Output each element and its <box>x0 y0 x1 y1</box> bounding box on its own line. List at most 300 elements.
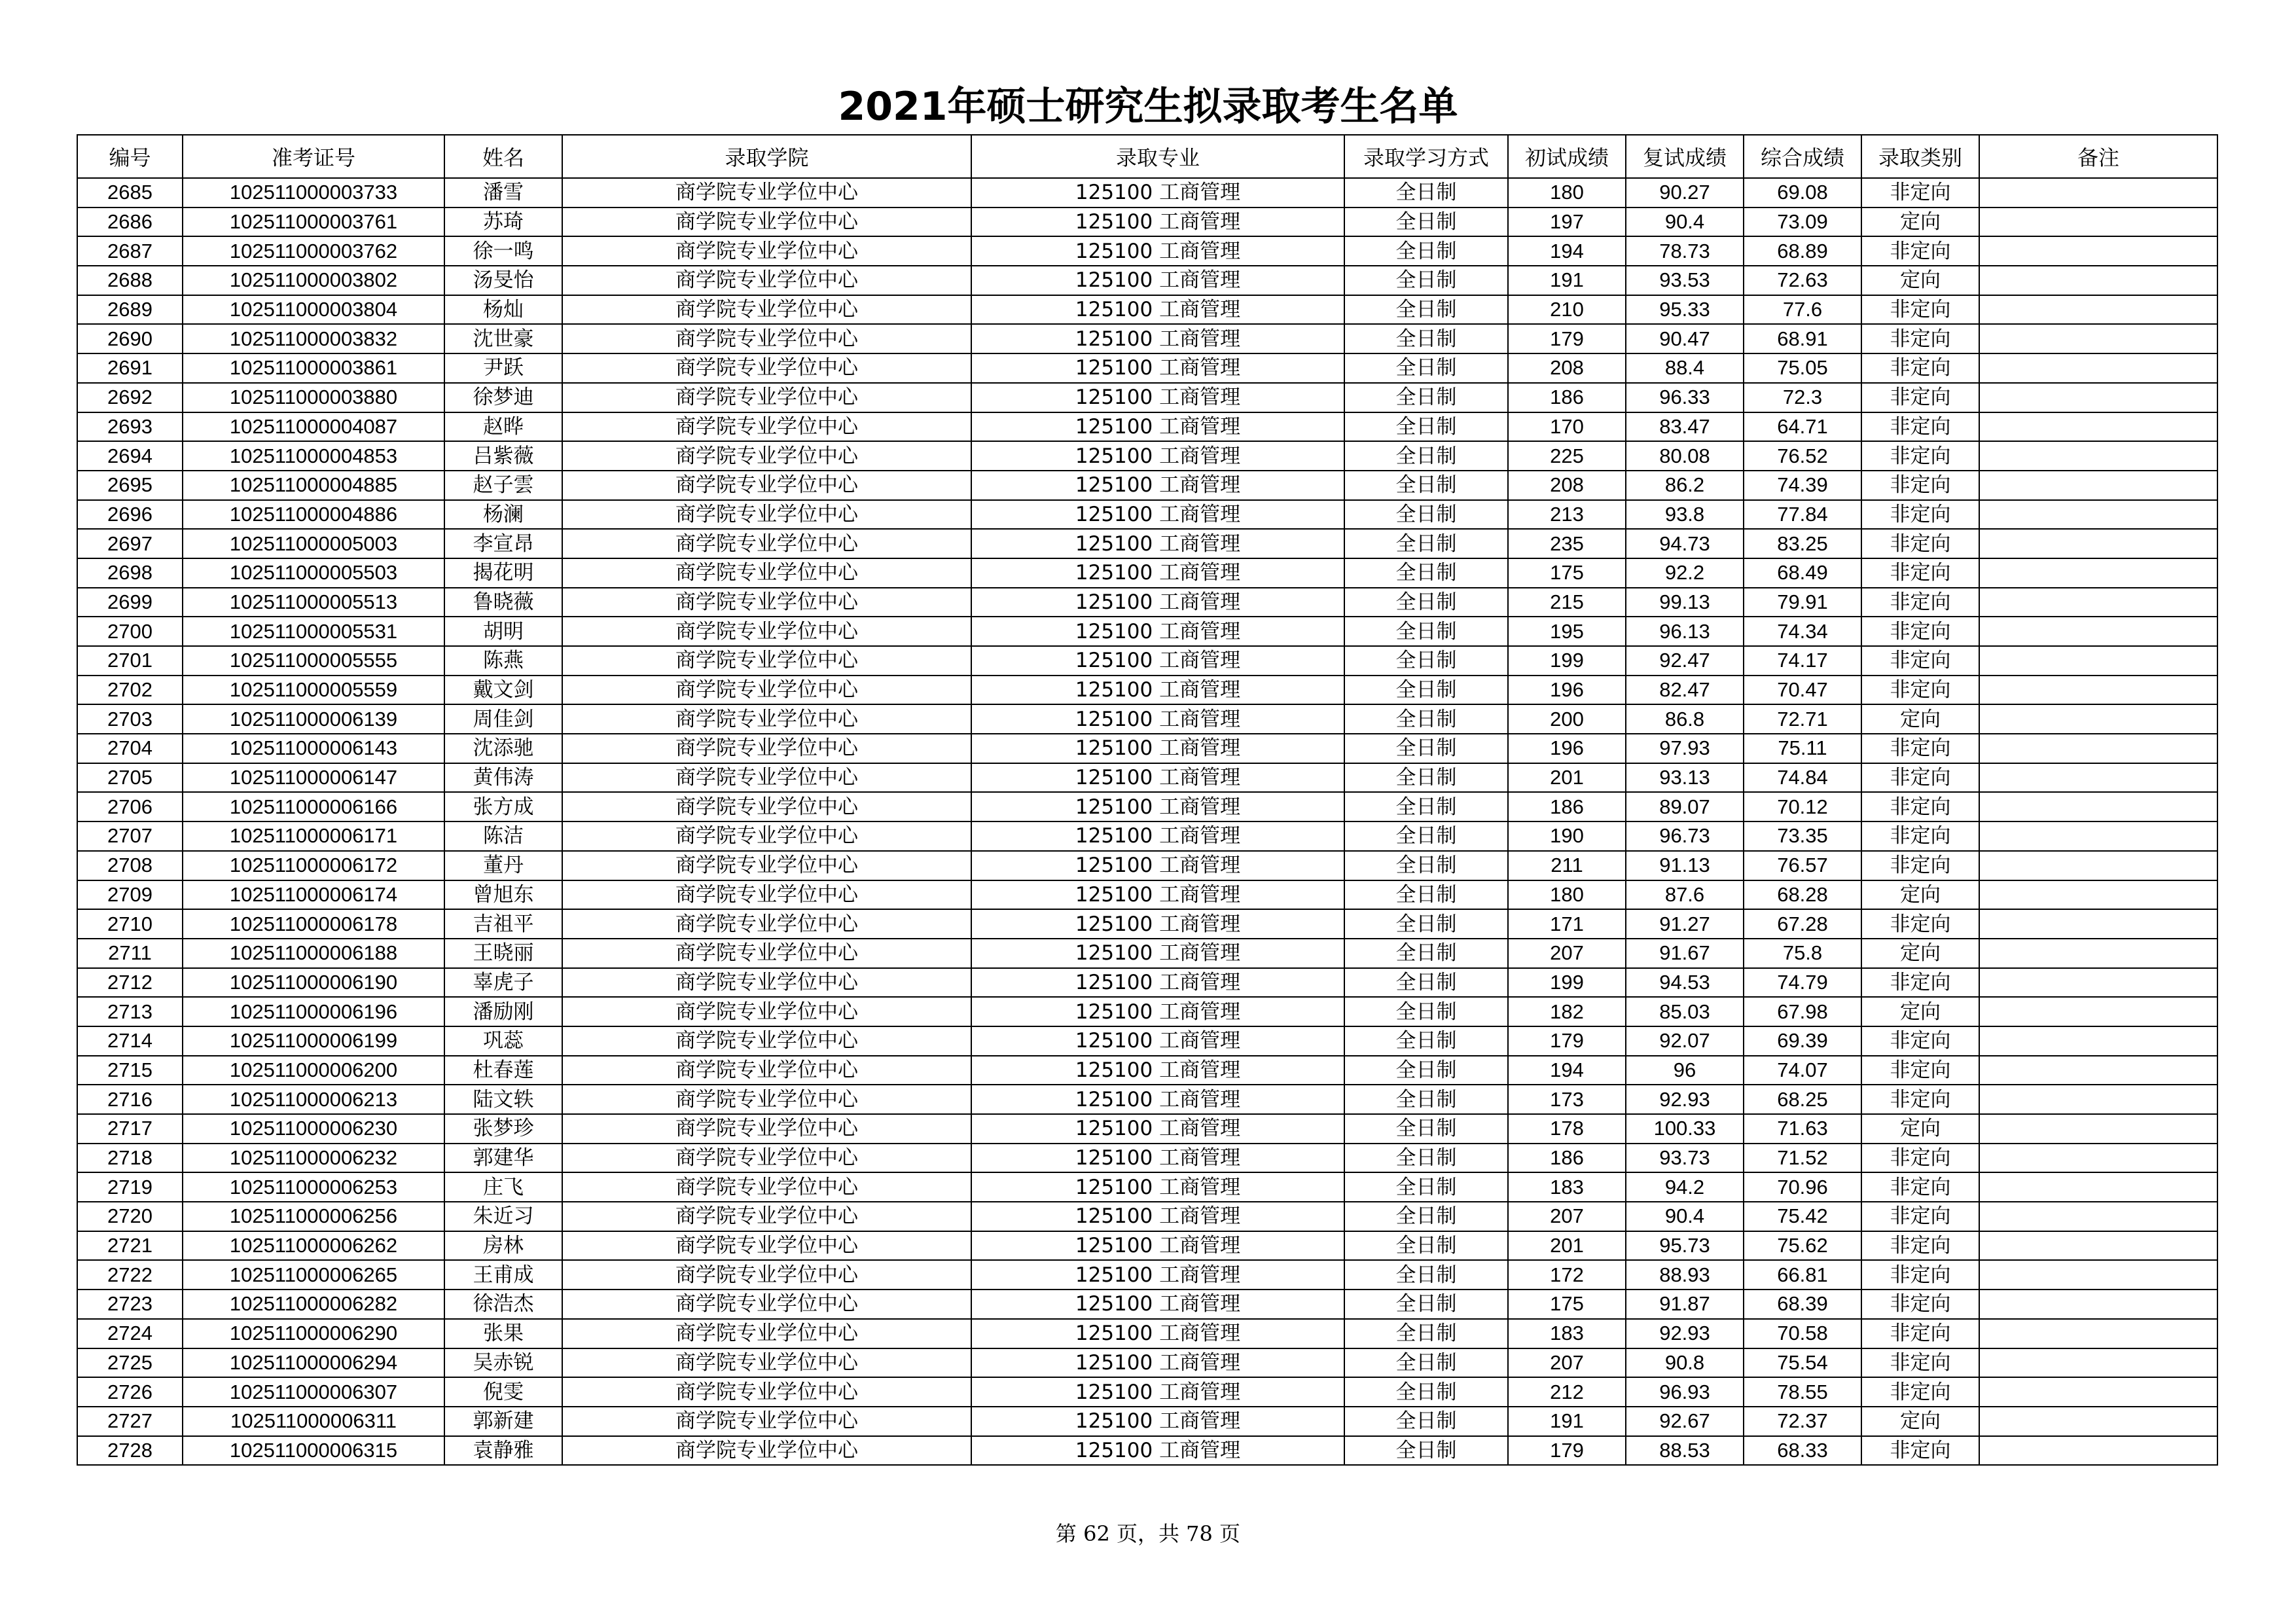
cell-study-mode: 全日制 <box>1344 968 1508 998</box>
cell-college: 商学院专业学位中心 <box>562 1407 971 1436</box>
cell-study-mode: 全日制 <box>1344 1348 1508 1378</box>
cell-exam-number: 102511000005531 <box>183 617 444 646</box>
cell-row-id: 2727 <box>77 1407 183 1436</box>
cell-student-name: 李宣昂 <box>444 529 562 558</box>
cell-study-mode: 全日制 <box>1344 1056 1508 1085</box>
cell-exam-number: 102511000003832 <box>183 324 444 353</box>
col-header-retest-score: 复试成绩 <box>1626 135 1744 178</box>
cell-college: 商学院专业学位中心 <box>562 1260 971 1290</box>
col-header-study-mode: 录取学习方式 <box>1344 135 1508 178</box>
cell-admission-type: 非定向 <box>1861 1231 1979 1261</box>
cell-student-name: 陆文轶 <box>444 1085 562 1114</box>
cell-row-id: 2718 <box>77 1144 183 1173</box>
cell-total-score: 68.89 <box>1744 236 1861 266</box>
cell-retest-score: 91.67 <box>1626 939 1744 968</box>
cell-exam-number: 102511000006253 <box>183 1172 444 1202</box>
cell-study-mode: 全日制 <box>1344 324 1508 353</box>
cell-exam-number: 102511000006262 <box>183 1231 444 1261</box>
cell-remarks <box>1979 1144 2217 1173</box>
cell-total-score: 68.25 <box>1744 1085 1861 1114</box>
cell-admission-type: 非定向 <box>1861 909 1979 939</box>
cell-remarks <box>1979 617 2217 646</box>
table-row <box>77 1085 2217 1114</box>
cell-retest-score: 78.73 <box>1626 236 1744 266</box>
cell-remarks <box>1979 1056 2217 1085</box>
cell-total-score: 75.54 <box>1744 1348 1861 1378</box>
cell-exam-number: 102511000003802 <box>183 266 444 295</box>
cell-admission-type: 非定向 <box>1861 617 1979 646</box>
table-row <box>77 792 2217 821</box>
cell-remarks <box>1979 412 2217 442</box>
cell-major: 125100 工商管理 <box>971 1377 1344 1407</box>
cell-retest-score: 90.4 <box>1626 1202 1744 1231</box>
cell-student-name: 鲁晓薇 <box>444 588 562 617</box>
table-row <box>77 441 2217 471</box>
cell-student-name: 杨澜 <box>444 500 562 530</box>
cell-initial-score: 194 <box>1508 236 1626 266</box>
cell-exam-number: 102511000003861 <box>183 353 444 383</box>
cell-total-score: 76.52 <box>1744 441 1861 471</box>
cell-remarks <box>1979 353 2217 383</box>
cell-row-id: 2688 <box>77 266 183 295</box>
page-title: 2021年硕士研究生拟录取考生名单 <box>838 84 1458 130</box>
table-row <box>77 1290 2217 1319</box>
cell-initial-score: 225 <box>1508 441 1626 471</box>
table-row <box>77 1202 2217 1231</box>
cell-initial-score: 190 <box>1508 821 1626 851</box>
cell-row-id: 2723 <box>77 1290 183 1319</box>
cell-exam-number: 102511000006171 <box>183 821 444 851</box>
cell-admission-type: 非定向 <box>1861 1260 1979 1290</box>
cell-exam-number: 102511000005003 <box>183 529 444 558</box>
cell-retest-score: 93.13 <box>1626 763 1744 793</box>
cell-exam-number: 102511000006147 <box>183 763 444 793</box>
cell-initial-score: 212 <box>1508 1377 1626 1407</box>
cell-initial-score: 197 <box>1508 208 1626 237</box>
cell-initial-score: 207 <box>1508 1348 1626 1378</box>
cell-student-name: 赵晔 <box>444 412 562 442</box>
cell-initial-score: 178 <box>1508 1114 1626 1144</box>
cell-row-id: 2722 <box>77 1260 183 1290</box>
cell-exam-number: 102511000006230 <box>183 1114 444 1144</box>
cell-major: 125100 工商管理 <box>971 441 1344 471</box>
cell-retest-score: 100.33 <box>1626 1114 1744 1144</box>
cell-college: 商学院专业学位中心 <box>562 500 971 530</box>
table-row <box>77 1407 2217 1436</box>
cell-study-mode: 全日制 <box>1344 236 1508 266</box>
cell-remarks <box>1979 997 2217 1026</box>
table-row <box>77 909 2217 939</box>
cell-student-name: 庄飞 <box>444 1172 562 1202</box>
cell-retest-score: 82.47 <box>1626 676 1744 705</box>
cell-row-id: 2728 <box>77 1436 183 1466</box>
table-row <box>77 236 2217 266</box>
cell-study-mode: 全日制 <box>1344 500 1508 530</box>
cell-admission-type: 非定向 <box>1861 236 1979 266</box>
cell-total-score: 75.8 <box>1744 939 1861 968</box>
cell-exam-number: 102511000004853 <box>183 441 444 471</box>
cell-total-score: 70.47 <box>1744 676 1861 705</box>
cell-total-score: 75.62 <box>1744 1231 1861 1261</box>
cell-college: 商学院专业学位中心 <box>562 1319 971 1348</box>
table-row <box>77 704 2217 734</box>
cell-total-score: 68.91 <box>1744 324 1861 353</box>
cell-retest-score: 88.4 <box>1626 353 1744 383</box>
cell-major: 125100 工商管理 <box>971 383 1344 412</box>
cell-admission-type: 定向 <box>1861 939 1979 968</box>
cell-major: 125100 工商管理 <box>971 295 1344 325</box>
cell-study-mode: 全日制 <box>1344 1085 1508 1114</box>
cell-total-score: 74.84 <box>1744 763 1861 793</box>
cell-major: 125100 工商管理 <box>971 1260 1344 1290</box>
cell-student-name: 徐梦迪 <box>444 383 562 412</box>
cell-remarks <box>1979 558 2217 588</box>
cell-remarks <box>1979 1407 2217 1436</box>
cell-exam-number: 102511000005559 <box>183 676 444 705</box>
col-header-major: 录取专业 <box>971 135 1344 178</box>
cell-retest-score: 87.6 <box>1626 880 1744 910</box>
table-row <box>77 734 2217 763</box>
cell-admission-type: 非定向 <box>1861 1026 1979 1056</box>
cell-major: 125100 工商管理 <box>971 353 1344 383</box>
cell-total-score: 77.6 <box>1744 295 1861 325</box>
cell-row-id: 2694 <box>77 441 183 471</box>
cell-total-score: 73.35 <box>1744 821 1861 851</box>
cell-study-mode: 全日制 <box>1344 412 1508 442</box>
cell-major: 125100 工商管理 <box>971 676 1344 705</box>
cell-row-id: 2685 <box>77 178 183 208</box>
cell-initial-score: 191 <box>1508 1407 1626 1436</box>
cell-retest-score: 95.73 <box>1626 1231 1744 1261</box>
cell-row-id: 2699 <box>77 588 183 617</box>
cell-exam-number: 102511000003761 <box>183 208 444 237</box>
cell-college: 商学院专业学位中心 <box>562 295 971 325</box>
cell-exam-number: 102511000003804 <box>183 295 444 325</box>
cell-major: 125100 工商管理 <box>971 968 1344 998</box>
table-row <box>77 939 2217 968</box>
cell-initial-score: 179 <box>1508 1436 1626 1466</box>
cell-row-id: 2696 <box>77 500 183 530</box>
cell-total-score: 83.25 <box>1744 529 1861 558</box>
cell-row-id: 2698 <box>77 558 183 588</box>
cell-total-score: 74.17 <box>1744 646 1861 676</box>
cell-retest-score: 83.47 <box>1626 412 1744 442</box>
cell-row-id: 2724 <box>77 1319 183 1348</box>
cell-study-mode: 全日制 <box>1344 1026 1508 1056</box>
cell-college: 商学院专业学位中心 <box>562 909 971 939</box>
cell-total-score: 74.34 <box>1744 617 1861 646</box>
cell-major: 125100 工商管理 <box>971 412 1344 442</box>
cell-major: 125100 工商管理 <box>971 1202 1344 1231</box>
cell-row-id: 2716 <box>77 1085 183 1114</box>
cell-student-name: 赵子雲 <box>444 471 562 500</box>
cell-college: 商学院专业学位中心 <box>562 968 971 998</box>
cell-admission-type: 定向 <box>1861 208 1979 237</box>
cell-total-score: 66.81 <box>1744 1260 1861 1290</box>
cell-retest-score: 91.87 <box>1626 1290 1744 1319</box>
table-row <box>77 471 2217 500</box>
cell-total-score: 75.05 <box>1744 353 1861 383</box>
cell-admission-type: 非定向 <box>1861 646 1979 676</box>
cell-study-mode: 全日制 <box>1344 704 1508 734</box>
cell-exam-number: 102511000006199 <box>183 1026 444 1056</box>
cell-college: 商学院专业学位中心 <box>562 1436 971 1466</box>
col-header-remarks: 备注 <box>1979 135 2217 178</box>
cell-remarks <box>1979 1172 2217 1202</box>
cell-student-name: 苏琦 <box>444 208 562 237</box>
cell-student-name: 周佳剑 <box>444 704 562 734</box>
cell-study-mode: 全日制 <box>1344 1436 1508 1466</box>
cell-admission-type: 非定向 <box>1861 1348 1979 1378</box>
col-header-exam-number: 准考证号 <box>183 135 444 178</box>
cell-remarks <box>1979 909 2217 939</box>
cell-initial-score: 215 <box>1508 588 1626 617</box>
cell-exam-number: 102511000006213 <box>183 1085 444 1114</box>
cell-row-id: 2700 <box>77 617 183 646</box>
cell-college: 商学院专业学位中心 <box>562 734 971 763</box>
cell-major: 125100 工商管理 <box>971 939 1344 968</box>
cell-total-score: 73.09 <box>1744 208 1861 237</box>
cell-row-id: 2717 <box>77 1114 183 1144</box>
cell-initial-score: 201 <box>1508 1231 1626 1261</box>
cell-student-name: 张果 <box>444 1319 562 1348</box>
cell-major: 125100 工商管理 <box>971 236 1344 266</box>
cell-row-id: 2721 <box>77 1231 183 1261</box>
cell-major: 125100 工商管理 <box>971 734 1344 763</box>
cell-admission-type: 非定向 <box>1861 1436 1979 1466</box>
cell-initial-score: 180 <box>1508 880 1626 910</box>
cell-row-id: 2703 <box>77 704 183 734</box>
cell-student-name: 汤旻怡 <box>444 266 562 295</box>
cell-study-mode: 全日制 <box>1344 471 1508 500</box>
cell-total-score: 72.71 <box>1744 704 1861 734</box>
cell-student-name: 王甫成 <box>444 1260 562 1290</box>
cell-college: 商学院专业学位中心 <box>562 1114 971 1144</box>
cell-retest-score: 85.03 <box>1626 997 1744 1026</box>
cell-exam-number: 102511000006196 <box>183 997 444 1026</box>
cell-initial-score: 173 <box>1508 1085 1626 1114</box>
cell-initial-score: 194 <box>1508 1056 1626 1085</box>
cell-major: 125100 工商管理 <box>971 763 1344 793</box>
cell-total-score: 71.63 <box>1744 1114 1861 1144</box>
cell-initial-score: 171 <box>1508 909 1626 939</box>
cell-total-score: 72.3 <box>1744 383 1861 412</box>
cell-row-id: 2714 <box>77 1026 183 1056</box>
cell-retest-score: 96.93 <box>1626 1377 1744 1407</box>
cell-initial-score: 172 <box>1508 1260 1626 1290</box>
cell-study-mode: 全日制 <box>1344 763 1508 793</box>
table-row <box>77 880 2217 910</box>
cell-initial-score: 179 <box>1508 1026 1626 1056</box>
cell-admission-type: 非定向 <box>1861 383 1979 412</box>
cell-total-score: 64.71 <box>1744 412 1861 442</box>
cell-initial-score: 201 <box>1508 763 1626 793</box>
cell-student-name: 张方成 <box>444 792 562 821</box>
cell-initial-score: 195 <box>1508 617 1626 646</box>
cell-study-mode: 全日制 <box>1344 1231 1508 1261</box>
cell-college: 商学院专业学位中心 <box>562 178 971 208</box>
cell-student-name: 董丹 <box>444 851 562 880</box>
cell-student-name: 朱近习 <box>444 1202 562 1231</box>
cell-student-name: 吉祖平 <box>444 909 562 939</box>
cell-retest-score: 92.93 <box>1626 1085 1744 1114</box>
cell-college: 商学院专业学位中心 <box>562 588 971 617</box>
cell-initial-score: 180 <box>1508 178 1626 208</box>
cell-study-mode: 全日制 <box>1344 1260 1508 1290</box>
cell-remarks <box>1979 1085 2217 1114</box>
cell-student-name: 陈燕 <box>444 646 562 676</box>
cell-exam-number: 102511000006188 <box>183 939 444 968</box>
cell-college: 商学院专业学位中心 <box>562 1144 971 1173</box>
cell-remarks <box>1979 1026 2217 1056</box>
cell-major: 125100 工商管理 <box>971 1114 1344 1144</box>
table-row <box>77 763 2217 793</box>
cell-college: 商学院专业学位中心 <box>562 353 971 383</box>
table-row <box>77 1348 2217 1378</box>
cell-major: 125100 工商管理 <box>971 471 1344 500</box>
cell-study-mode: 全日制 <box>1344 1290 1508 1319</box>
cell-row-id: 2691 <box>77 353 183 383</box>
cell-row-id: 2711 <box>77 939 183 968</box>
cell-remarks <box>1979 500 2217 530</box>
cell-student-name: 杨灿 <box>444 295 562 325</box>
cell-retest-score: 96 <box>1626 1056 1744 1085</box>
cell-initial-score: 207 <box>1508 1202 1626 1231</box>
cell-remarks <box>1979 734 2217 763</box>
cell-retest-score: 92.07 <box>1626 1026 1744 1056</box>
cell-retest-score: 93.73 <box>1626 1144 1744 1173</box>
col-header-initial-score: 初试成绩 <box>1508 135 1626 178</box>
col-header-name: 姓名 <box>444 135 562 178</box>
cell-study-mode: 全日制 <box>1344 558 1508 588</box>
cell-admission-type: 非定向 <box>1861 558 1979 588</box>
cell-admission-type: 定向 <box>1861 880 1979 910</box>
cell-row-id: 2719 <box>77 1172 183 1202</box>
cell-exam-number: 102511000005513 <box>183 588 444 617</box>
table-row <box>77 178 2217 208</box>
cell-student-name: 潘雪 <box>444 178 562 208</box>
cell-remarks <box>1979 939 2217 968</box>
table-row <box>77 851 2217 880</box>
cell-major: 125100 工商管理 <box>971 500 1344 530</box>
cell-retest-score: 96.33 <box>1626 383 1744 412</box>
cell-initial-score: 186 <box>1508 383 1626 412</box>
cell-initial-score: 170 <box>1508 412 1626 442</box>
cell-remarks <box>1979 1377 2217 1407</box>
cell-remarks <box>1979 295 2217 325</box>
cell-total-score: 72.37 <box>1744 1407 1861 1436</box>
table-row <box>77 500 2217 530</box>
cell-total-score: 69.08 <box>1744 178 1861 208</box>
cell-retest-score: 97.93 <box>1626 734 1744 763</box>
cell-admission-type: 非定向 <box>1861 821 1979 851</box>
cell-college: 商学院专业学位中心 <box>562 851 971 880</box>
col-header-id: 编号 <box>77 135 183 178</box>
cell-college: 商学院专业学位中心 <box>562 1026 971 1056</box>
cell-retest-score: 88.53 <box>1626 1436 1744 1466</box>
cell-row-id: 2693 <box>77 412 183 442</box>
cell-exam-number: 102511000004886 <box>183 500 444 530</box>
cell-row-id: 2689 <box>77 295 183 325</box>
table-row <box>77 383 2217 412</box>
cell-initial-score: 211 <box>1508 851 1626 880</box>
cell-remarks <box>1979 178 2217 208</box>
cell-admission-type: 定向 <box>1861 704 1979 734</box>
cell-major: 125100 工商管理 <box>971 208 1344 237</box>
cell-college: 商学院专业学位中心 <box>562 529 971 558</box>
cell-row-id: 2712 <box>77 968 183 998</box>
cell-exam-number: 102511000006166 <box>183 792 444 821</box>
table-row <box>77 1172 2217 1202</box>
col-header-admission-type: 录取类别 <box>1861 135 1979 178</box>
cell-retest-score: 90.27 <box>1626 178 1744 208</box>
cell-total-score: 70.96 <box>1744 1172 1861 1202</box>
cell-student-name: 王晓丽 <box>444 939 562 968</box>
cell-college: 商学院专业学位中心 <box>562 880 971 910</box>
cell-study-mode: 全日制 <box>1344 909 1508 939</box>
table-row <box>77 646 2217 676</box>
cell-exam-number: 102511000006232 <box>183 1144 444 1173</box>
table-row <box>77 588 2217 617</box>
cell-exam-number: 102511000006290 <box>183 1319 444 1348</box>
table-row <box>77 295 2217 325</box>
cell-admission-type: 定向 <box>1861 266 1979 295</box>
cell-remarks <box>1979 1319 2217 1348</box>
cell-retest-score: 93.8 <box>1626 500 1744 530</box>
table-row <box>77 968 2217 998</box>
cell-college: 商学院专业学位中心 <box>562 939 971 968</box>
cell-row-id: 2713 <box>77 997 183 1026</box>
cell-study-mode: 全日制 <box>1344 353 1508 383</box>
cell-major: 125100 工商管理 <box>971 792 1344 821</box>
table-row <box>77 1056 2217 1085</box>
cell-initial-score: 199 <box>1508 646 1626 676</box>
cell-major: 125100 工商管理 <box>971 617 1344 646</box>
cell-initial-score: 186 <box>1508 792 1626 821</box>
cell-student-name: 房林 <box>444 1231 562 1261</box>
cell-college: 商学院专业学位中心 <box>562 1231 971 1261</box>
cell-major: 125100 工商管理 <box>971 178 1344 208</box>
cell-study-mode: 全日制 <box>1344 851 1508 880</box>
cell-remarks <box>1979 763 2217 793</box>
cell-retest-score: 86.2 <box>1626 471 1744 500</box>
cell-admission-type: 定向 <box>1861 997 1979 1026</box>
cell-college: 商学院专业学位中心 <box>562 383 971 412</box>
table-row <box>77 676 2217 705</box>
cell-remarks <box>1979 646 2217 676</box>
cell-major: 125100 工商管理 <box>971 1290 1344 1319</box>
cell-remarks <box>1979 676 2217 705</box>
cell-total-score: 71.52 <box>1744 1144 1861 1173</box>
cell-exam-number: 102511000006265 <box>183 1260 444 1290</box>
cell-retest-score: 95.33 <box>1626 295 1744 325</box>
cell-initial-score: 208 <box>1508 471 1626 500</box>
cell-study-mode: 全日制 <box>1344 880 1508 910</box>
cell-college: 商学院专业学位中心 <box>562 1202 971 1231</box>
cell-study-mode: 全日制 <box>1344 266 1508 295</box>
cell-major: 125100 工商管理 <box>971 529 1344 558</box>
cell-exam-number: 102511000006190 <box>183 968 444 998</box>
cell-total-score: 68.39 <box>1744 1290 1861 1319</box>
cell-exam-number: 102511000006174 <box>183 880 444 910</box>
cell-college: 商学院专业学位中心 <box>562 1377 971 1407</box>
cell-major: 125100 工商管理 <box>971 558 1344 588</box>
cell-major: 125100 工商管理 <box>971 851 1344 880</box>
cell-admission-type: 非定向 <box>1861 353 1979 383</box>
cell-initial-score: 179 <box>1508 324 1626 353</box>
table-row <box>77 1114 2217 1144</box>
cell-study-mode: 全日制 <box>1344 821 1508 851</box>
